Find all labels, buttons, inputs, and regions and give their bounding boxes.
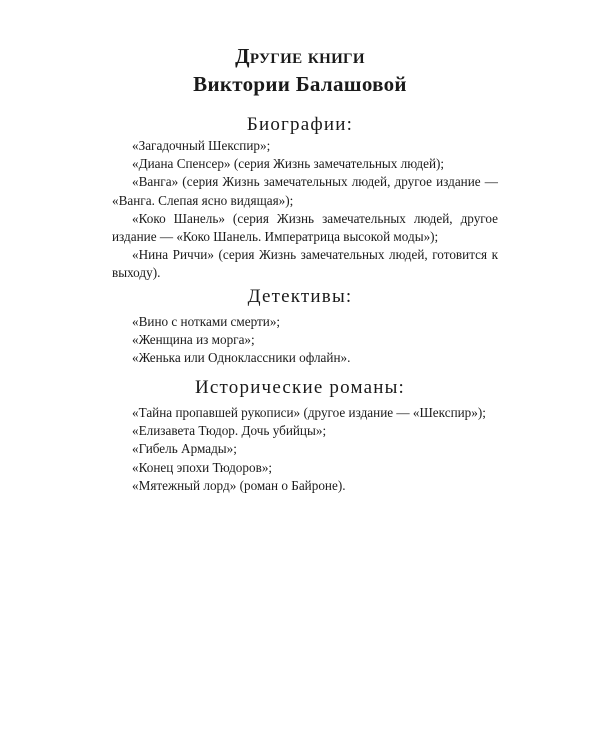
- list-item: «Гибель Армады»;: [132, 441, 237, 457]
- list-item: «Вино с нотками смерти»;: [132, 314, 281, 329]
- historical-novels-list: [112, 404, 498, 495]
- page-title-line2: Виктории Балашовой: [193, 72, 407, 96]
- list-item: «Диана Спенсер» (серия Жизнь замечательных людей);: [132, 156, 445, 172]
- detectives-list: [112, 313, 498, 368]
- list-item: «Женщина из морга»;: [132, 332, 255, 348]
- list-item: «Нина Риччи» (серия Жизнь замечательных людей, готовится к выходу).: [112, 247, 498, 281]
- list-item: «Конец эпохи Тюдоров»;: [132, 459, 273, 475]
- list-item: «Мятежный лорд» (роман о Байроне).: [132, 477, 346, 493]
- list-item: «Коко Шанель» (серия Жизнь замечательных людей, другое издание — «Коко Шанель. Императрица высокой моды»);: [112, 210, 498, 245]
- section-heading-biographies: Биографии:: [246, 114, 354, 135]
- biographies-list: [112, 137, 498, 283]
- list-item: «Елизавета Тюдор. Дочь убийцы»;: [132, 423, 327, 439]
- section-heading-detectives: Детективы:: [247, 286, 353, 307]
- list-item: «Тайна пропавшей рукописи» (другое издание — «Шекспир»);: [132, 405, 486, 420]
- list-item: «Ванга» (серия Жизнь замечательных людей, другое издание — «Ванга. Слепая ясно видящая»);: [112, 174, 498, 208]
- list-item: «Загадочный Шекспир»;: [132, 138, 271, 153]
- list-item: «Женька или Одноклассники офлайн».: [132, 350, 351, 366]
- section-heading-historical-novels: Исторические романы:: [194, 377, 406, 398]
- page-title-line1: Другие книги: [235, 44, 365, 68]
